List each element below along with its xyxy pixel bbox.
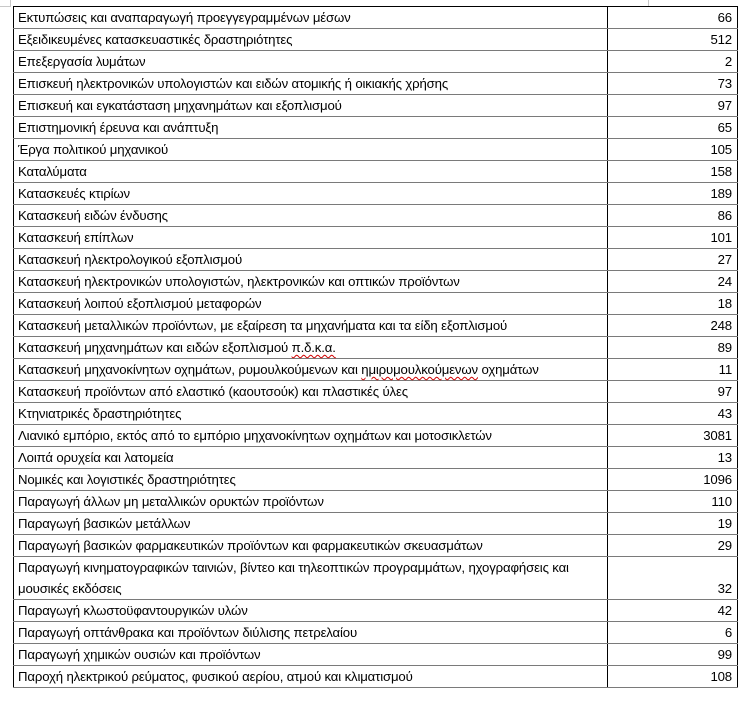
table-row <box>14 513 738 535</box>
table-row <box>14 271 738 293</box>
sector-label-cell[interactable]: Λιανικό εμπόριο, εκτός από το εμπόριο μηχανοκίνητων οχημάτων και μοτοσικλετών <box>14 425 608 447</box>
count-value-cell[interactable]: 73 <box>608 73 738 95</box>
sector-label-cell[interactable]: Παραγωγή άλλων μη μεταλλικών ορυκτών προϊόντων <box>14 491 608 513</box>
table-row <box>14 117 738 139</box>
count-value-cell[interactable]: 99 <box>608 644 738 666</box>
sector-label-cell[interactable]: Παροχή ηλεκτρικού ρεύματος, φυσικού αερίου, ατμού και κλιματισμού <box>14 666 608 688</box>
sector-label-cell[interactable]: Εκτυπώσεις και αναπαραγωγή προεγγεγραμμένων μέσων <box>14 7 608 29</box>
count-value-cell[interactable]: 110 <box>608 491 738 513</box>
table-row <box>14 227 738 249</box>
sector-label-cell[interactable]: Επισκευή ηλεκτρονικών υπολογιστών και ειδών ατομικής ή οικιακής χρήσης <box>14 73 608 95</box>
table-row <box>14 205 738 227</box>
sector-label-cell[interactable]: Κατασκευή προϊόντων από ελαστικό (καουτσούκ) και πλαστικές ύλες <box>14 381 608 403</box>
count-value-cell[interactable]: 97 <box>608 95 738 117</box>
table-row <box>14 315 738 337</box>
label-text: Κατασκευή μηχανημάτων και ειδών εξοπλισμού <box>18 340 292 355</box>
sector-label-cell[interactable]: Κατασκευή λοιπού εξοπλισμού μεταφορών <box>14 293 608 315</box>
table-row <box>14 557 738 600</box>
sector-label-cell[interactable]: Παραγωγή χημικών ουσιών και προϊόντων <box>14 644 608 666</box>
sector-label-cell[interactable]: Παραγωγή κινηματογραφικών ταινιών, βίντεο και τηλεοπτικών προγραμμάτων, ηχογραφήσεις και μουσικές εκδόσεις <box>14 557 608 600</box>
sector-label-cell[interactable]: Παραγωγή βασικών φαρμακευτικών προϊόντων και φαρμακευτικών σκευασμάτων <box>14 535 608 557</box>
count-value-cell[interactable]: 66 <box>608 7 738 29</box>
table-row <box>14 161 738 183</box>
label-text: οχημάτων <box>477 362 539 377</box>
sector-label-cell[interactable]: Κατασκευή ειδών ένδυσης <box>14 205 608 227</box>
sector-count-table <box>13 6 738 688</box>
page-corner-mark <box>0 0 11 7</box>
table-row <box>14 183 738 205</box>
count-value-cell[interactable]: 24 <box>608 271 738 293</box>
sector-label-cell[interactable]: Λοιπά ορυχεία και λατομεία <box>14 447 608 469</box>
count-value-cell[interactable]: 86 <box>608 205 738 227</box>
table-row <box>14 29 738 51</box>
table-row <box>14 447 738 469</box>
table-row <box>14 381 738 403</box>
sector-label-cell[interactable]: Κατασκευή ηλεκτρολογικού εξοπλισμού <box>14 249 608 271</box>
count-value-cell[interactable]: 27 <box>608 249 738 271</box>
table-body <box>14 7 738 688</box>
count-value-cell[interactable]: 105 <box>608 139 738 161</box>
sector-label-cell[interactable]: Κατασκευές κτιρίων <box>14 183 608 205</box>
spellcheck-flagged-word[interactable]: ημιρυμουλκούμενων <box>361 362 478 377</box>
count-value-cell[interactable]: 65 <box>608 117 738 139</box>
table-row <box>14 51 738 73</box>
sector-label-cell[interactable] <box>14 337 608 359</box>
count-value-cell[interactable]: 42 <box>608 600 738 622</box>
count-value-cell[interactable]: 6 <box>608 622 738 644</box>
table-row <box>14 359 738 381</box>
table-row <box>14 644 738 666</box>
count-value-cell[interactable]: 11 <box>608 359 738 381</box>
table-row <box>14 293 738 315</box>
table-row <box>14 95 738 117</box>
table-row <box>14 666 738 688</box>
sector-label-cell[interactable]: Παραγωγή οπτάνθρακα και προϊόντων διύλισης πετρελαίου <box>14 622 608 644</box>
count-value-cell[interactable]: 2 <box>608 51 738 73</box>
count-value-cell[interactable]: 13 <box>608 447 738 469</box>
sector-label-cell[interactable] <box>14 359 608 381</box>
table-row <box>14 337 738 359</box>
sector-label-cell[interactable]: Παραγωγή βασικών μετάλλων <box>14 513 608 535</box>
sector-label-cell[interactable]: Έργα πολιτικού μηχανικού <box>14 139 608 161</box>
sector-label-cell[interactable]: Παραγωγή κλωστοϋφαντουργικών υλών <box>14 600 608 622</box>
table-row <box>14 469 738 491</box>
sector-label-cell[interactable]: Κτηνιατρικές δραστηριότητες <box>14 403 608 425</box>
table-row <box>14 249 738 271</box>
label-text: Κατασκευή μηχανοκίνητων οχημάτων, ρυμουλκούμενων και <box>18 362 362 377</box>
count-value-cell[interactable]: 101 <box>608 227 738 249</box>
sector-label-cell[interactable]: Κατασκευή μεταλλικών προϊόντων, με εξαίρεση τα μηχανήματα και τα είδη εξοπλισμού <box>14 315 608 337</box>
count-value-cell[interactable]: 1096 <box>608 469 738 491</box>
table-row <box>14 535 738 557</box>
sector-label-cell[interactable]: Κατασκευή επίπλων <box>14 227 608 249</box>
sector-label-cell[interactable]: Νομικές και λογιστικές δραστηριότητες <box>14 469 608 491</box>
count-value-cell[interactable]: 32 <box>608 557 738 600</box>
count-value-cell[interactable]: 108 <box>608 666 738 688</box>
count-value-cell[interactable]: 18 <box>608 293 738 315</box>
sector-label-cell[interactable]: Επιστημονική έρευνα και ανάπτυξη <box>14 117 608 139</box>
table-row <box>14 139 738 161</box>
spellcheck-flagged-word[interactable]: π.δ.κ.α. <box>291 340 336 355</box>
count-value-cell[interactable]: 29 <box>608 535 738 557</box>
sector-label-cell[interactable]: Καταλύματα <box>14 161 608 183</box>
count-value-cell[interactable]: 43 <box>608 403 738 425</box>
count-value-cell[interactable]: 19 <box>608 513 738 535</box>
count-value-cell[interactable]: 3081 <box>608 425 738 447</box>
table-row <box>14 622 738 644</box>
count-value-cell[interactable]: 97 <box>608 381 738 403</box>
sector-label-cell[interactable]: Επισκευή και εγκατάσταση μηχανημάτων και εξοπλισμού <box>14 95 608 117</box>
table-row <box>14 491 738 513</box>
sector-label-cell[interactable]: Επεξεργασία λυμάτων <box>14 51 608 73</box>
count-value-cell[interactable]: 189 <box>608 183 738 205</box>
table-row <box>14 425 738 447</box>
table-row <box>14 403 738 425</box>
count-value-cell[interactable]: 158 <box>608 161 738 183</box>
table-row <box>14 73 738 95</box>
count-value-cell[interactable]: 248 <box>608 315 738 337</box>
sector-label-cell[interactable]: Κατασκευή ηλεκτρονικών υπολογιστών, ηλεκτρονικών και οπτικών προϊόντων <box>14 271 608 293</box>
table-row <box>14 7 738 29</box>
sector-label-cell[interactable]: Εξειδικευμένες κατασκευαστικές δραστηριότητες <box>14 29 608 51</box>
table-row <box>14 600 738 622</box>
count-value-cell[interactable]: 512 <box>608 29 738 51</box>
count-value-cell[interactable]: 89 <box>608 337 738 359</box>
